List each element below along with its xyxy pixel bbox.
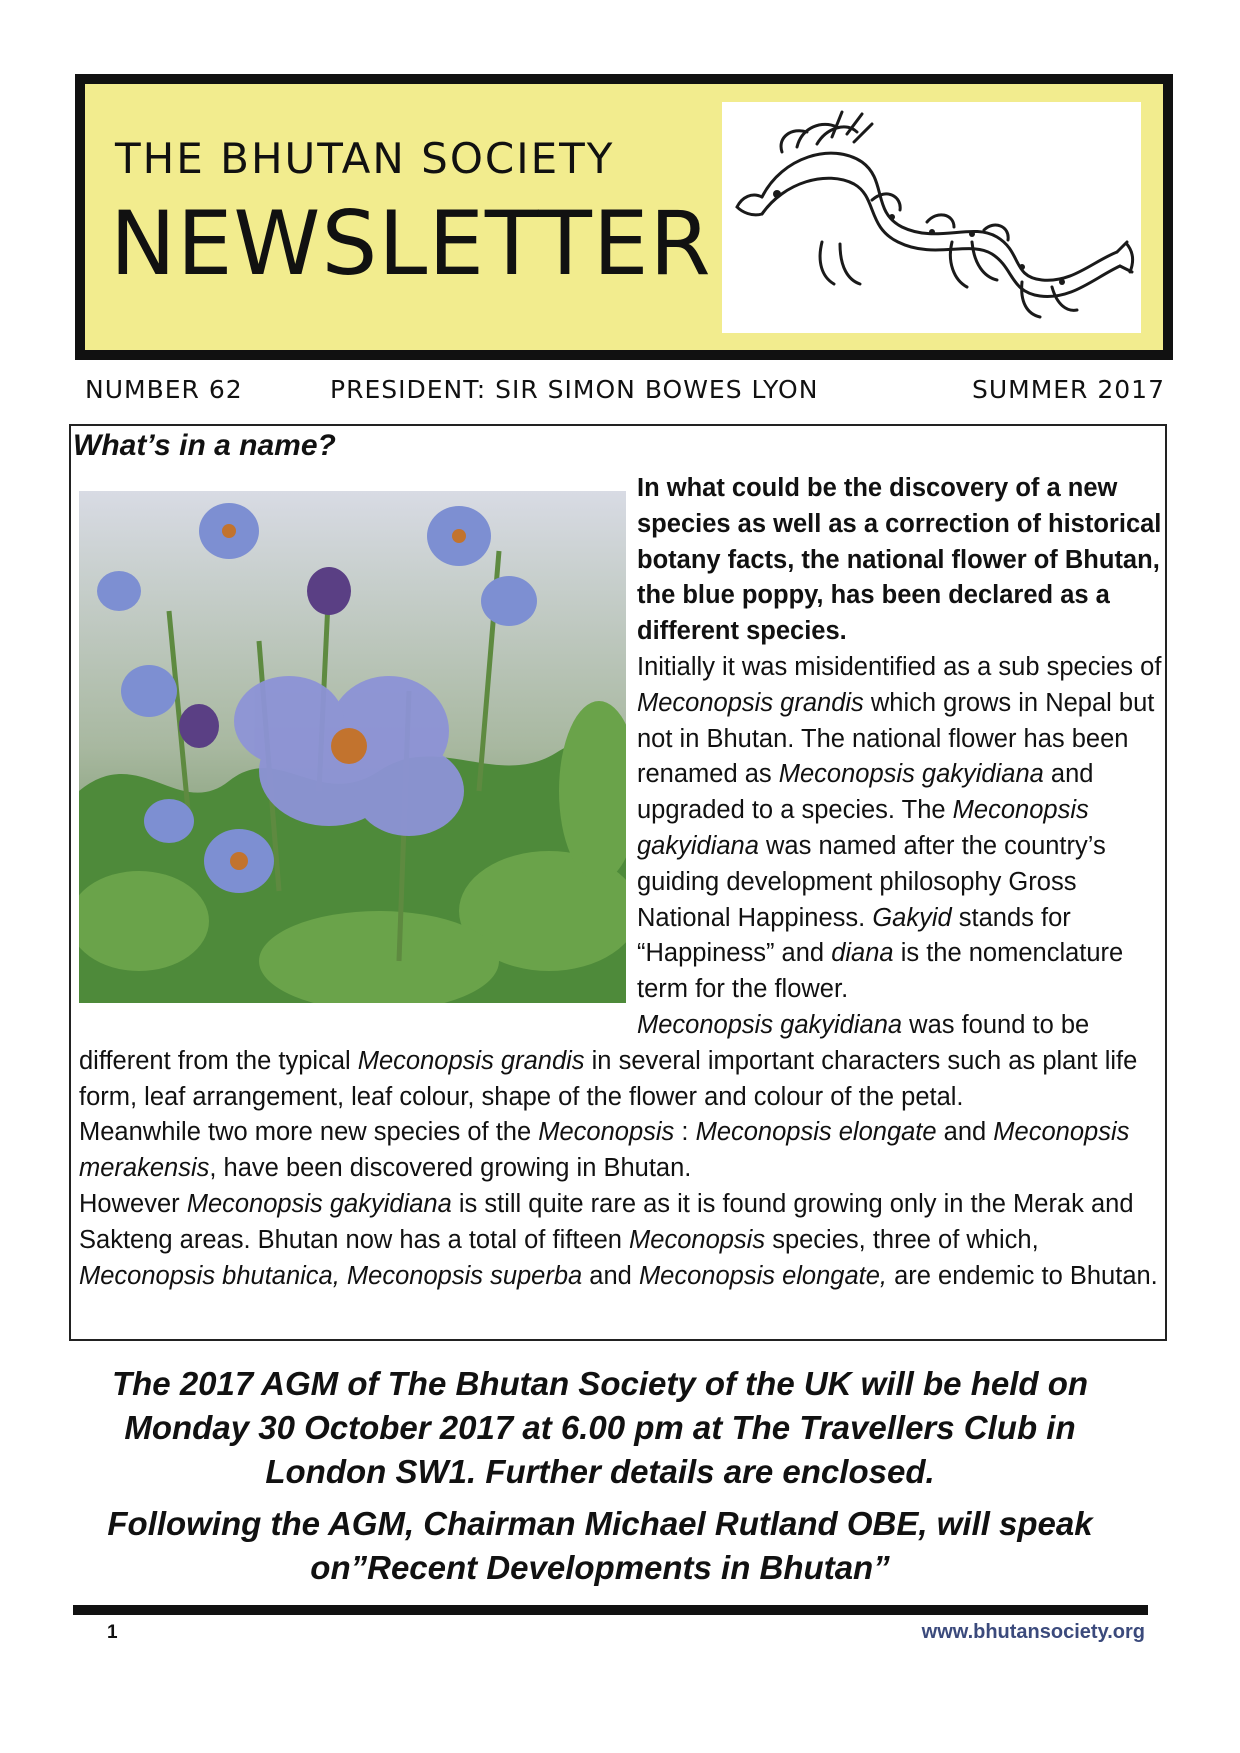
masthead bbox=[75, 74, 1173, 360]
issue-number: NUMBER 62 bbox=[85, 375, 243, 404]
dragon-icon bbox=[722, 102, 1141, 333]
issue-season: SUMMER 2017 bbox=[971, 375, 1165, 404]
website-link[interactable]: www.bhutansociety.org bbox=[921, 1621, 1145, 1643]
footer-rule bbox=[73, 1605, 1148, 1615]
article-box bbox=[69, 424, 1167, 1341]
article-lead: In what could be the discovery of a new species as well as a correction of historical botany facts, the national flower of Bhutan, the blue poppy, has been declared as a different species. bbox=[637, 474, 1162, 646]
page-number: 1 bbox=[107, 1622, 118, 1643]
newsletter-title: NEWSLETTER bbox=[110, 192, 712, 295]
article-paragraph-1: Initially it was misidentified as a sub species of Meconopsis grandis which grows in Nepal but not in Bhutan. The national flower has been renamed as Meconopsis gakyidiana and upgraded to a species. The Meconopsis gakyidiana was named after the country’s guiding development philosophy Gross National Happiness. Gakyid stands for “Happiness” and diana is the nomenclature term for the flower. bbox=[637, 652, 1162, 1004]
dragon-logo-panel bbox=[722, 102, 1141, 333]
agm-announcement bbox=[60, 1362, 1140, 1590]
article-body bbox=[79, 471, 1167, 1294]
president-line: PRESIDENT: SIR SIMON BOWES LYON bbox=[330, 375, 819, 404]
agm-speaker-text: Following the AGM, Chairman Michael Rutland OBE, will speak on”Recent Developments in Bhutan” bbox=[107, 1505, 1093, 1586]
article-title: What’s in a name? bbox=[73, 429, 336, 462]
society-name: THE BHUTAN SOCIETY bbox=[115, 134, 615, 183]
agm-notice-text: The 2017 AGM of The Bhutan Society of the UK will be held on Monday 30 October 2017 at 6.00 pm at The Travellers Club in London SW1. Further details are enclosed. bbox=[111, 1365, 1089, 1490]
article-paragraph-4: However Meconopsis gakyidiana is still quite rare as it is found growing only in the Merak and Sakteng areas. Bhutan now has a total of fifteen Meconopsis species, three of which, Meconopsis bhutanica, Meconopsis superba and Meconopsis elongate, are endemic to Bhutan. bbox=[79, 1189, 1158, 1290]
article-paragraph-3: Meanwhile two more new species of the Meconopsis : Meconopsis elongate and Meconopsis merakensis, have been discovered growing in Bhutan. bbox=[79, 1118, 1130, 1183]
article-paragraph-2: Meconopsis gakyidiana was found to be different from the typical Meconopsis grandis in several important characters such as plant life form, leaf arrangement, leaf colour, shape of the flower and colour of the petal. bbox=[79, 1010, 1138, 1111]
info-bar bbox=[85, 375, 1165, 409]
